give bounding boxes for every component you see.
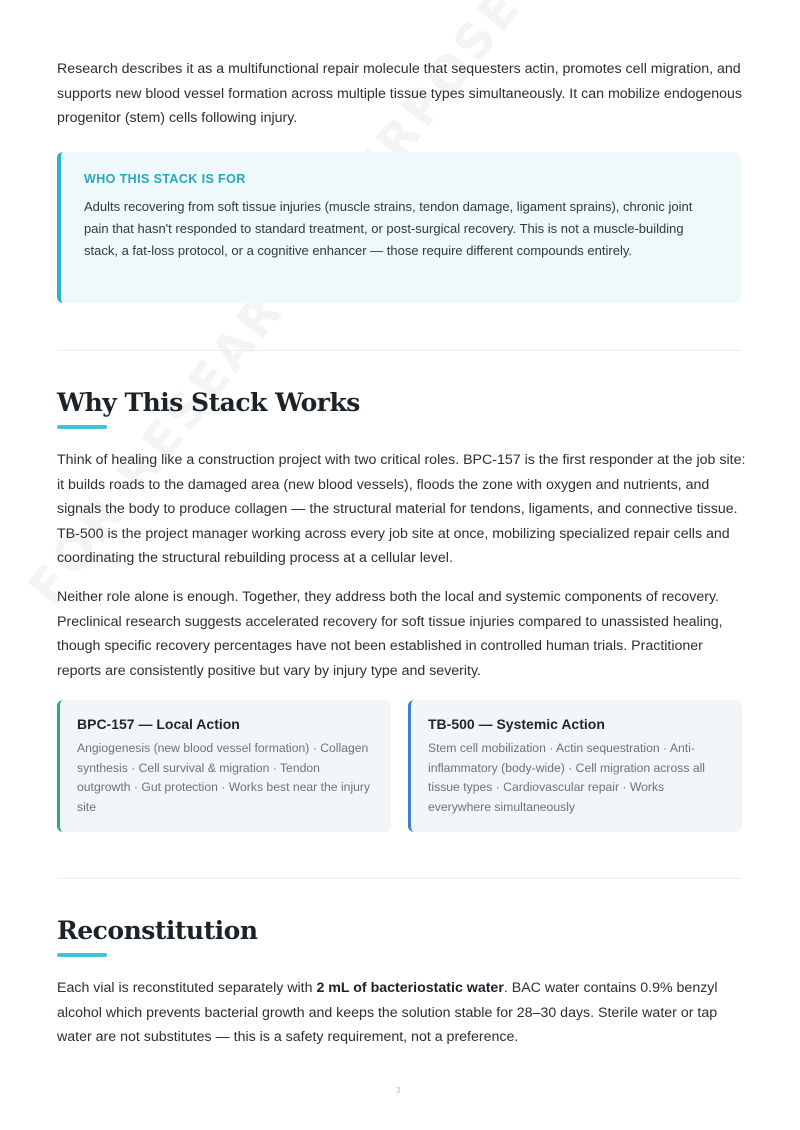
card-text: Angiogenesis (new blood vessel formation) · Collagen synthesis · Cell survival & migration · Tendon outgrowth · Gut protection · Works best near the injury site: [77, 741, 371, 814]
heading-accent-bar: [57, 953, 107, 957]
page-number: 3: [396, 1086, 401, 1095]
reconstitution-paragraph: [57, 976, 747, 1050]
heading-accent-bar: [57, 425, 107, 429]
why-paragraph-2: Neither role alone is enough. Together, they address both the local and systemic components of recovery. Preclinical research suggests accelerated recovery for soft tissue injuries compared to unassisted healing, though specific recovery percentages have not been established in controlled human trials. Practitioner reports are consistently positive but vary by injury type and severity.: [57, 589, 723, 679]
card-title: BPC-157 — Local Action: [77, 716, 240, 732]
card-title: TB-500 — Systemic Action: [428, 716, 605, 732]
intro-paragraph: Research describes it as a multifunctional repair molecule that sequesters actin, promotes cell migration, and supports new blood vessel formation across multiple tissue types simultaneously. It can mobilize endogenous progenitor (stem) cells following injury.: [57, 61, 743, 127]
recon-text-after: . BAC water contains 0.9% benzyl alcohol which prevents bacterial growth and keeps the solution stable for 28–30 days. Sterile water or tap water are not substitutes — this is a safety requirement, not a preference.: [57, 980, 718, 1046]
why-paragraph-1: Think of healing like a construction project with two critical roles. BPC-157 is the first responder at the job site: it builds roads to the damaged area (new blood vessels), floods the zone with oxygen and nutrients, and signals the body to produce collagen — the structural material for tendons, ligaments, and connective tissue. TB-500 is the project manager working across every job site at once, mobilizing specialized repair cells and coordinating the structural rebuilding process at a cellular level.: [57, 452, 746, 567]
section-divider: [57, 878, 741, 879]
bpc-157-card: [57, 700, 391, 832]
who-this-stack-is-for-callout: [57, 152, 741, 303]
recon-text-before: Each vial is reconstituted separately with: [57, 980, 317, 996]
tb-500-card: [408, 700, 742, 832]
callout-text: Adults recovering from soft tissue injuries (muscle strains, tendon damage, ligament sprains), chronic joint pain that hasn't responded to standard treatment, or post-surgical recovery. This is not a muscle-building stack, a fat-loss protocol, or a cognitive enhancer — those require different compounds entirely.: [84, 199, 693, 258]
card-text: Stem cell mobilization · Actin sequestration · Anti-inflammatory (body-wide) · Cell migration across all tissue types · Cardiovascular repair · Works everywhere simultaneously: [428, 741, 706, 814]
reconstitution-heading: Reconstitution: [57, 916, 258, 945]
callout-label: WHO THIS STACK IS FOR: [84, 172, 246, 186]
recon-text-bold: 2 mL of bacteriostatic water: [316, 980, 504, 996]
why-heading: Why This Stack Works: [57, 388, 360, 417]
section-divider: [57, 350, 741, 351]
